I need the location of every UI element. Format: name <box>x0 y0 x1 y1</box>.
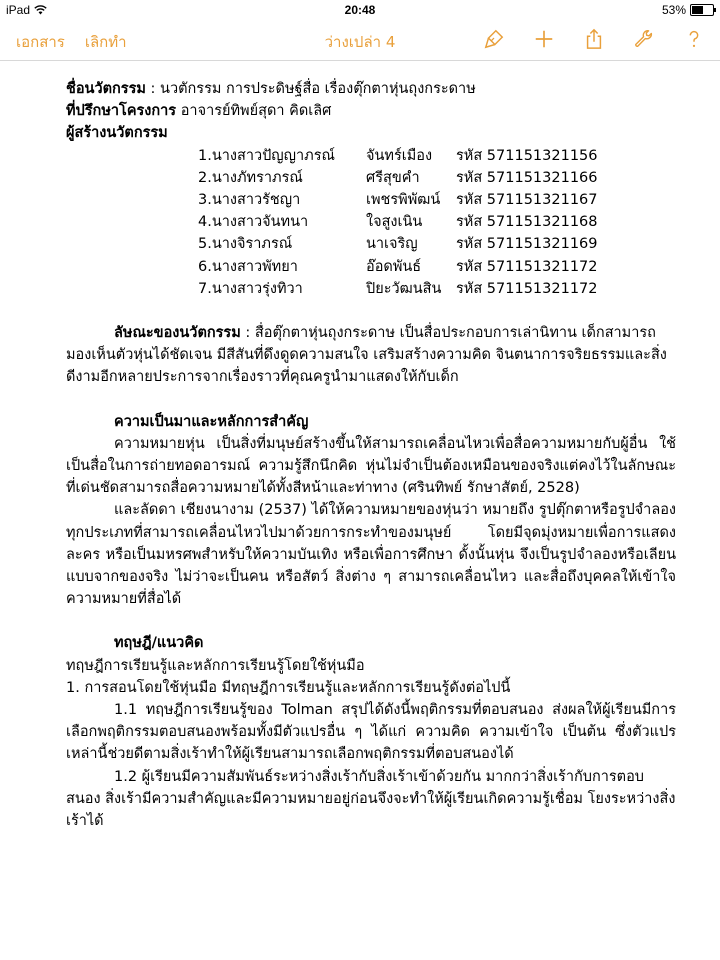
member-code: รหัส 571151321172 <box>456 258 598 275</box>
member-code: รหัส 571151321167 <box>456 192 598 209</box>
advisor-value: อาจารย์ทิพย์สุดา คิดเลิศ <box>176 103 332 120</box>
member-name: 4.นางสาวจันทนา <box>198 214 309 231</box>
background-paragraph-2: และลัดดา เชียงนางาม (2537) ได้ให้ความหมายของหุ่นว่า หมายถึง รูปตุ๊กตาหรือรูปจำลองทุกประเภทที่สามารถเคลื่อนไหวไปมาด้วยการกระทำของมนุษย์ โดยมีจุดมุ่งหมายเพื่อการแสดงละคร หรือเป็นมหรศพสำหรับให้ความบันเทิง หรือเพื่อการศึกษา ดั้งนั้นหุ่น จึงเป็นรูปจำลองหรือเลียนแบบจากของจริง ไม่ว่าจะเป็นคน หรือสัตว์ สิ่งต่าง ๆ สามารถเคลื่อนไหว และสื่อถึงบุคคลให้เข้าใจความหมายที่สื่อได้ <box>66 502 676 608</box>
background-heading: ความเป็นมาและหลักการสำคัญ <box>114 413 309 430</box>
member-surname: ศรีสุขคำ <box>366 169 420 186</box>
status-bar <box>0 0 720 20</box>
member-row <box>66 189 676 211</box>
member-name: 1.นางสาวปัญญาภรณ์ <box>198 147 335 164</box>
member-row <box>66 145 676 167</box>
member-row <box>66 278 676 300</box>
member-name: 6.นางสาวพัทยา <box>198 258 298 275</box>
documents-button[interactable]: เอกสาร <box>16 33 65 51</box>
member-surname: จันทร์เมือง <box>366 147 433 164</box>
member-surname: ใจสูงเนิน <box>366 214 423 231</box>
member-list <box>66 145 676 300</box>
background-paragraph-1: ความหมายหุ่น เป็นสิ่งที่มนุษย์สร้างขึ้นให้สามารถเคลื่อนไหวเพื่อสื่อความหมายกับผู้อื่น ใช้เป็นสื่อในการถ่ายทอดอารมณ์ ความรู้สึกนึกคิด หุ่นไม่จำเป็นต้องเหมือนของจริงแต่คงไว้ในลักษณะที่เด่นชัดสามารถสื่อความหมายได้ทั้งสีหน้าและท่าทาง (ศรินทิพย์ รักษาสัตย์, 2528) <box>66 435 676 497</box>
carrier-label: iPad <box>6 3 31 17</box>
share-icon[interactable] <box>582 27 606 51</box>
member-row <box>66 167 676 189</box>
spacer <box>66 389 676 411</box>
theory-item-1: 1. การสอนโดยใช้หุ่นมือ มีทฤษฎีการเรียนรู้และหลักการเรียนรู้ดังต่อไปนี้ <box>66 679 511 696</box>
innovation-name-label: ชื่อนวัตกรรม <box>66 81 146 97</box>
undo-button[interactable]: เลิกทำ <box>84 33 127 51</box>
spacer <box>66 610 676 632</box>
member-code: รหัส 571151321172 <box>456 280 598 297</box>
member-name: 5.นางจิราภรณ์ <box>198 236 293 253</box>
innovation-name-line <box>66 78 676 100</box>
member-row <box>66 256 676 278</box>
member-surname: อ๊อดพันธ์ <box>366 258 422 275</box>
format-brush-icon[interactable] <box>482 27 506 51</box>
characteristics-paragraph <box>66 322 676 389</box>
theory-item-1-1: 1.1 ทฤษฎีการเรียนรู้ของ Tolman สรุปได้ดังนี้พฤติกรรมที่ตอบสนอง ส่งผลให้ผู้เรียนมีการเลือกพฤติกรรมตอบสนองพร้อมทั้งมีตัวแปรอื่น ๆ ได้แก่ ความคิด ความเข้าใจ เป็นต้น ซึ่งตัวแปรเหล่านี้ช่วยดีตามสิ่งเร้าทำให้ผู้เรียนสามารถเลือกพฤติกรรมที่ตอบสนองได้ <box>66 702 676 763</box>
spacer <box>66 300 676 322</box>
wrench-icon[interactable] <box>632 27 656 51</box>
member-surname: ปิยะวัฒนสิน <box>366 280 442 297</box>
member-name: 3.นางสาวรัชญา <box>198 192 301 209</box>
advisor-label: ที่ปรึกษาโครงการ <box>66 103 177 120</box>
member-code: รหัส 571151321168 <box>456 214 598 231</box>
member-code: รหัส 571151321156 <box>456 147 598 164</box>
document-title[interactable]: ว่างเปล่า 4 <box>324 33 396 51</box>
theory-heading: ทฤษฎี/แนวคิด <box>114 635 204 652</box>
member-name: 2.นางภัทราภรณ์ <box>198 169 303 186</box>
battery-icon <box>690 4 714 16</box>
member-row <box>66 211 676 233</box>
member-code: รหัส 571151321166 <box>456 169 598 186</box>
battery-percent: 53% <box>661 3 686 17</box>
theory-intro: ทฤษฎีการเรียนรู้และหลักการเรียนรู้โดยใช้หุ่นมือ <box>66 657 365 674</box>
characteristics-label: ลัษณะของนวัตกรรม <box>114 325 241 342</box>
help-icon[interactable] <box>682 27 706 51</box>
characteristics-text: : สื่อตุ๊กตาหุ่นถุงกระดาษ เป็นสื่อประกอบการเล่านิทาน เด็กสามารถมองเห็นตัวหุ่นได้ชัดเจน มีสีสันที่ดึงดูดความสนใจ เสริมสร้างความคิด จินตนาการจริยธรรมและสิ่งดีงามอีกหลายประการจากเรื่องราวที่คุณครูนำมาแสดงให้กับเด็ก <box>66 325 667 386</box>
theory-item-1-2: 1.2 ผู้เรียนมีความสัมพันธ์ระหว่างสิ่งเร้ากับสิ่งเร้าเข้าด้วยกัน มากกว่าสิ่งเร้ากับการตอบสนอง สิ่งเร้ามีความสำคัญและมีความหมายอยู่ก่อนจึงจะทำให้ผู้เรียนเกิดความรู้เชื่อม โยงระหว่างสิ่งเร้าได้ <box>66 768 676 830</box>
member-row <box>66 233 676 255</box>
status-time: 20:48 <box>344 3 376 17</box>
innovation-name-value: : นวตักรรม การประดิษฐ์สื่อ เรื่องตุ๊กตาหุ่นถุงกระดาษ <box>145 81 476 97</box>
member-code: รหัส 571151321169 <box>456 236 598 253</box>
member-surname: เพชรพิพัฒน์ <box>366 192 441 209</box>
add-plus-icon[interactable] <box>532 27 556 51</box>
member-name: 7.นางสาวรุ่งทิวา <box>198 280 303 297</box>
member-surname: นาเจริญ <box>366 236 418 253</box>
toolbar <box>0 20 720 61</box>
creators-label: ผู้สร้างนวัตกรรม <box>66 125 168 142</box>
document-body[interactable] <box>66 78 676 832</box>
advisor-line <box>66 100 676 122</box>
